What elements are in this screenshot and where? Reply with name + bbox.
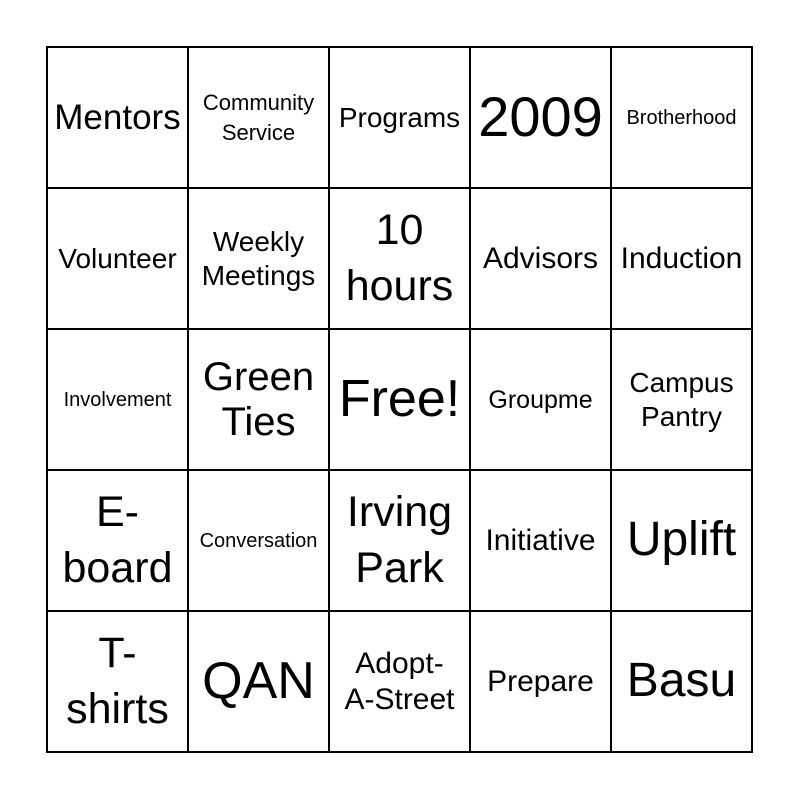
- cell-label: Basu: [626, 654, 737, 708]
- bingo-cell[interactable]: [47, 47, 188, 188]
- bingo-cell[interactable]: [47, 329, 188, 470]
- bingo-cell[interactable]: [188, 470, 329, 611]
- cell-label: Conversation: [199, 529, 318, 552]
- cell-label: Advisors: [482, 241, 599, 275]
- cell-label: T-shirts: [66, 628, 169, 733]
- cell-label: Initiative: [485, 523, 596, 557]
- cell-label: E-board: [62, 487, 173, 592]
- bingo-cell[interactable]: [329, 188, 470, 329]
- cell-label: Mentors: [54, 97, 181, 137]
- bingo-cell[interactable]: [611, 470, 752, 611]
- bingo-cell[interactable]: [329, 470, 470, 611]
- bingo-cell[interactable]: [329, 329, 470, 470]
- cell-label: Prepare: [487, 664, 594, 698]
- cell-label: Campus Pantry: [629, 366, 734, 432]
- bingo-cell[interactable]: [329, 611, 470, 752]
- bingo-cell[interactable]: [188, 611, 329, 752]
- cell-label: QAN: [202, 652, 315, 711]
- bingo-cell[interactable]: [188, 329, 329, 470]
- bingo-cell[interactable]: [611, 611, 752, 752]
- bingo-cell[interactable]: [47, 611, 188, 752]
- cell-label: Groupme: [488, 385, 593, 414]
- bingo-cell[interactable]: [47, 188, 188, 329]
- cell-label: Irving Park: [346, 487, 453, 592]
- bingo-cell[interactable]: [611, 188, 752, 329]
- bingo-cell[interactable]: [470, 611, 611, 752]
- bingo-cell[interactable]: [470, 188, 611, 329]
- cell-label: Induction: [620, 241, 743, 275]
- cell-label: Weekly Meetings: [201, 225, 316, 291]
- cell-label: 2009: [478, 85, 603, 149]
- cell-label: Green Ties: [202, 354, 315, 444]
- cell-label: Free!: [338, 370, 461, 429]
- cell-label: Community Service: [202, 89, 315, 145]
- bingo-cell[interactable]: [329, 47, 470, 188]
- bingo-cell[interactable]: [470, 47, 611, 188]
- bingo-cell[interactable]: [188, 47, 329, 188]
- cell-label: Volunteer: [58, 242, 177, 274]
- cell-label: Involvement: [63, 388, 172, 411]
- bingo-card: [46, 46, 753, 753]
- cell-label: Uplift: [626, 513, 737, 567]
- cell-label: Brotherhood: [626, 106, 737, 129]
- bingo-cell[interactable]: [470, 470, 611, 611]
- bingo-cell[interactable]: [47, 470, 188, 611]
- bingo-cell[interactable]: [188, 188, 329, 329]
- bingo-cell[interactable]: [611, 329, 752, 470]
- cell-label: 10 hours: [345, 205, 454, 310]
- bingo-cell[interactable]: [470, 329, 611, 470]
- bingo-cell[interactable]: [611, 47, 752, 188]
- cell-label: Adopt-A-Street: [344, 646, 455, 716]
- cell-label: Programs: [338, 101, 461, 133]
